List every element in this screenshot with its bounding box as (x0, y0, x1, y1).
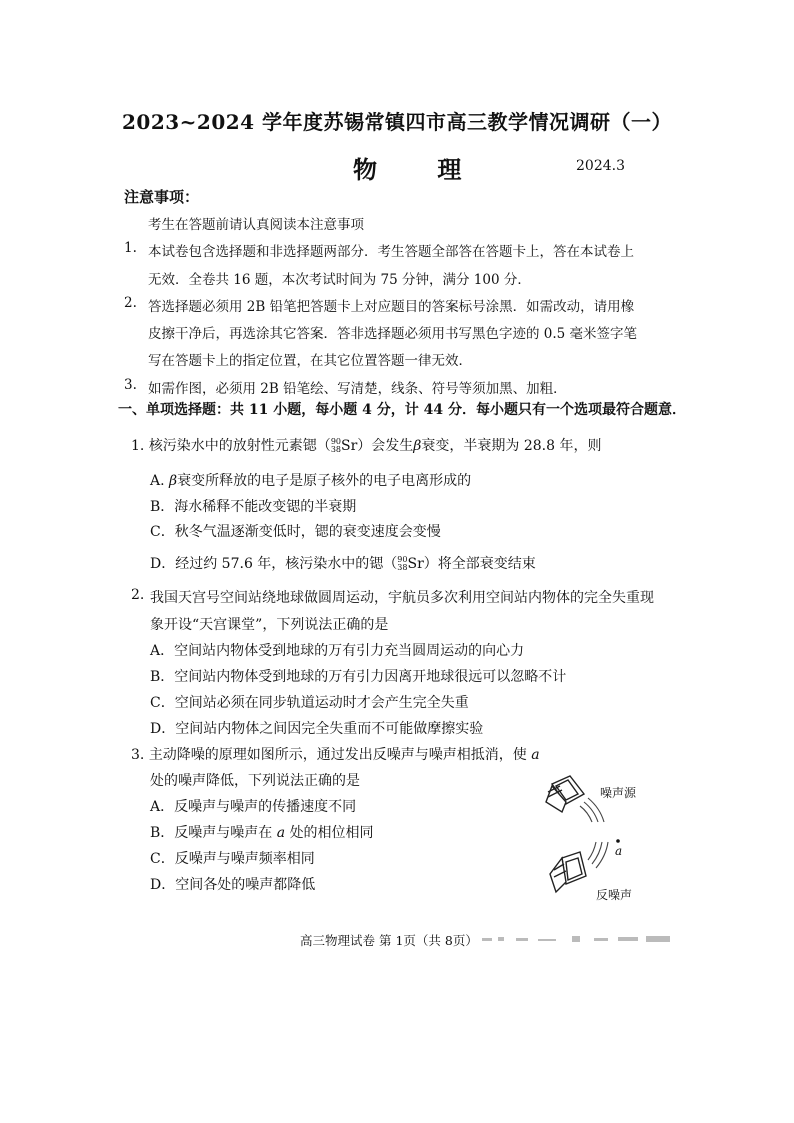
anti-noise-speaker-icon (550, 852, 586, 892)
question-3-option-c: C．反噪声与噪声频率相同 (150, 851, 315, 867)
point-a-label: a (615, 844, 623, 858)
notice-item-2-num: 2. (124, 295, 137, 311)
noise-source-speaker-icon (546, 776, 584, 812)
question-3-stem-line-2: 处的噪声降低，下列说法正确的是 (150, 773, 360, 789)
question-1-option-c: C．秋冬气温逐渐变低时，锶的衰变速度会变慢 (150, 524, 441, 540)
notice-item-1-num: 1. (124, 240, 137, 256)
question-2-option-c: C．空间站必须在同步轨道运动时才会产生完全失重 (150, 695, 469, 711)
question-number: 1. (131, 438, 145, 454)
element-symbol: Sr (407, 556, 424, 572)
noise-wave-arcs-icon (580, 798, 604, 822)
point-a-marker (616, 839, 620, 843)
notice-item-1-line-1: 本试卷包含选择题和非选择题两部分．考生答题全部答在答题卡上，答在本试卷上 (148, 244, 634, 260)
beta-symbol: β (169, 473, 178, 489)
notice-item-3-line-1: 如需作图，必须用 2B 铅笔绘、写清楚，线条、符号等须加黑、加粗． (148, 381, 567, 397)
element-symbol: Sr (341, 438, 358, 454)
noise-cancel-figure (540, 772, 670, 906)
notice-heading: 注意事项： (124, 188, 200, 206)
question-2-number: 2. (131, 587, 145, 603)
noise-source-label: 噪声源 (600, 786, 637, 800)
isotope-scripts: 90 38 (397, 555, 408, 572)
notice-item-3-num: 3. (124, 377, 137, 393)
subject-title: 物 理 (353, 155, 488, 184)
notice-item-1-line-2: 无效．全卷共 16 题，本次考试时间为 75 分钟，满分 100 分． (148, 272, 531, 288)
question-2-stem-line-2: 象开设“天宫课堂”，下列说法正确的是 (150, 617, 389, 633)
question-2-option-b: B．空间站内物体受到地球的万有引力因离开地球很远可以忽略不计 (150, 669, 567, 685)
question-3-stem-line-1: 3. 主动降噪的原理如图所示，通过发出反噪声与噪声相抵消，使 a (131, 747, 540, 763)
notice-intro: 考生在答题前请认真阅读本注意事项 (148, 217, 364, 233)
question-3-option-a: A．反噪声与噪声的传播速度不同 (150, 799, 357, 815)
exam-title: 2023~2024 学年度苏锡常镇四市高三教学情况调研（一） (122, 110, 673, 134)
anti-noise-wave-arcs-icon (588, 842, 608, 868)
anti-noise-label: 反噪声 (596, 888, 633, 902)
notice-item-2-line-1: 答选择题必须用 2B 铅笔把答题卡上对应题目的答案标号涂黑．如需改动，请用橡 (148, 299, 635, 315)
question-3-option-b: B．反噪声与噪声在 a 处的相位相同 (150, 825, 374, 841)
scan-smudge (476, 932, 676, 946)
question-text: 核污染水中的放射性元素锶（ (148, 438, 331, 454)
isotope-scripts: 90 38 (330, 437, 341, 454)
notice-item-2-line-3: 写在答题卡上的指定位置，在其它位置答题一律无效． (148, 353, 472, 369)
exam-date: 2024.3 (576, 158, 625, 174)
page-footer: 高三物理试卷 第 1页（共 8页） (300, 933, 478, 948)
question-2-stem-line-1: 我国天宫号空间站绕地球做圆周运动，宇航员多次利用空间站内物体的完全失重现 (150, 590, 654, 606)
question-1-option-a: A. β衰变所释放的电子是原子核外的电子电离形成的 (150, 473, 472, 489)
question-3-option-d: D．空间各处的噪声都降低 (150, 877, 316, 893)
question-1-option-d: D．经过约 57.6 年，核污染水中的锶（ 90 38 Sr）将全部衰变结束 (150, 555, 536, 572)
question-1-stem: 1. 核污染水中的放射性元素锶（ 90 38 Sr）会发生β衰变，半衰期为 28.8 年，则 (131, 437, 602, 454)
question-2-option-d: D．空间站内物体之间因完全失重而不可能做摩擦实验 (150, 721, 484, 737)
question-1-option-b: B．海水稀释不能改变锶的半衰期 (150, 499, 357, 515)
notice-item-2-line-2: 皮擦干净后，再选涂其它答案．答非选择题必须用书写黑色字迹的 0.5 毫米签字笔 (148, 326, 638, 342)
section-heading: 一、单项选择题：共 11 小题，每小题 4 分，计 44 分．每小题只有一个选项最符合题意． (118, 402, 686, 418)
beta-symbol: β (413, 438, 422, 454)
question-2-option-a: A．空间站内物体受到地球的万有引力充当圆周运动的向心力 (150, 643, 525, 659)
